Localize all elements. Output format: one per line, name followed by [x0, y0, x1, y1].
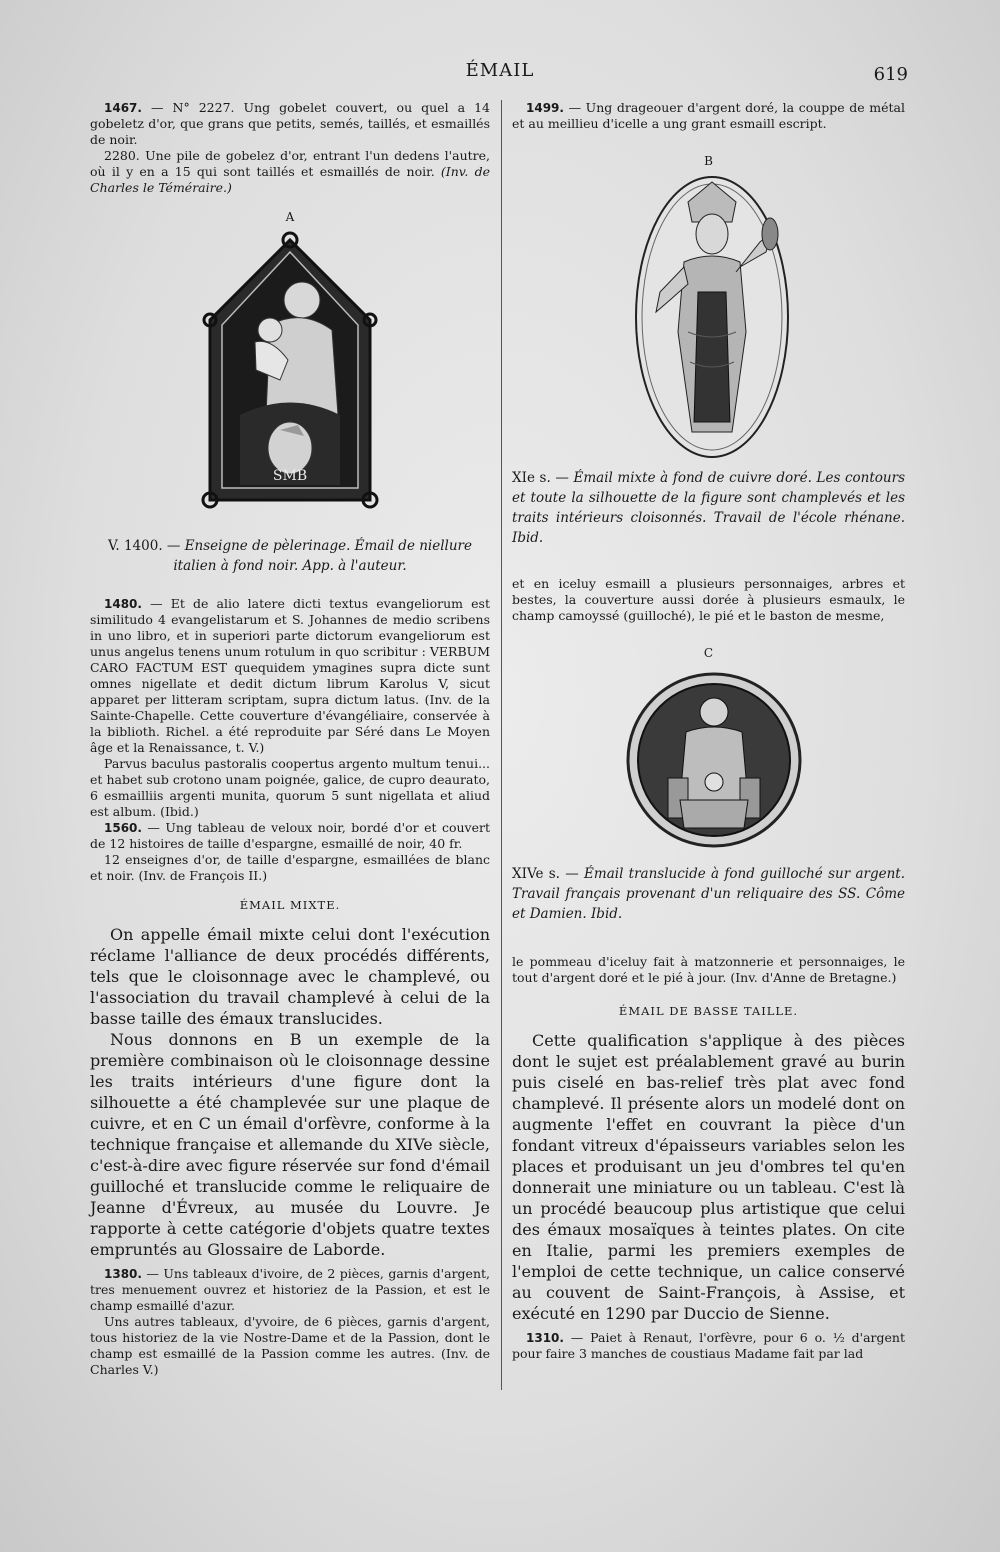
right-column	[512, 100, 905, 1362]
entry-autres-tableaux: Uns autres tableaux, d'yvoire, de 6 pièces, garnis d'argent, tous historiez de la vie Nostre-Dame et de la Passion, dont le champ est esmaillé de la Passion comme les autres. (Inv. de Charles V.)	[90, 1314, 490, 1377]
paragraph-basse-taille-definition: Cette qualification s'applique à des pièces dont le sujet est préalablement gravé au burin puis ciselé en bas-relief très plat avec fond champlevé. Il présente alors un modelé dont on augmente l'effet en couvrant la pièce d'un fondant vitreux d'épaisseurs variables selon les places et produisant un jeu d'ombres tel qu'en donnerait une miniature ou un tableau. C'est là un procédé beaucoup plus artistique que celui des émaux mosaïques à teintes plates. On cite en Italie, parmi les premiers exemples de l'emploi de cette technique, un calice conservé au couvent de Saint-François, à Assise, et exécuté en 1290 par Duccio de Sienne.	[512, 1031, 905, 1323]
entry-baculus: Parvus baculus pastoralis coopertus argento multum tenui... et habet sub crotono unam poignée, galice, de cupro deaurato, 6 esmailliis argenti munita, quorum 5 sunt nigellata et aliud est album. (Ibid.)	[90, 756, 490, 819]
figure-b-letter: B	[704, 154, 713, 168]
mandorla-figure-illustration	[632, 172, 792, 462]
entry-enseignes: 12 enseignes d'or, de taille d'espargne, esmaillées de blanc et noir. (Inv. de François II.)	[90, 852, 490, 883]
entry-1380: 1380. — Uns tableaux d'ivoire, de 2 pièces, garnis d'argent, tres menuement ouvrez et historiez de la Passion, et est le champ esmaillé d'azur.	[90, 1266, 490, 1313]
paragraph-email-mixte-definition: On appelle émail mixte celui dont l'exécution réclame l'alliance de deux procédés différents, tels que le cloisonnage avec le champlevé, ou l'association du travail champlevé à celui de la basse taille des émaux translucides.	[90, 925, 490, 1028]
figure-b-caption: XIe s. — Émail mixte à fond de cuivre doré. Les contours et toute la silhouette de la figure sont champlevés et les traits intérieurs cloisonnés. Travail de l'école rhénane. Ibid.	[512, 470, 906, 546]
left-column	[90, 100, 490, 1378]
section-heading-basse-taille: ÉMAIL DE BASSE TAILLE.	[618, 1004, 799, 1018]
entry-1499: 1499. — Ung drageouer d'argent doré, la couppe de métal et au meillieu d'icelle a ung grant esmaill escript.	[512, 100, 905, 131]
pilgrim-badge-illustration	[200, 230, 380, 530]
entry-1480: 1480. — Et de alio latere dicti textus evangeliorum est similitudo 4 evangelistarum et S. Johannes de medio scribens in uno libro, et in superiori parte dictorum evangeliorum est unus angelus tenens unum rotulum in quo scribitur : VERBUM CARO FACTUM EST quequidem ymagines supra dicte sunt omnes nigellate et dedit dictum librum Karolus V, sicut apparet per litteram scriptam, supra dictum latus. (Inv. de la Sainte-Chapelle. Cette couverture d'évangéliaire, conservée à la biblioth. Richel. a été reproduite par Séré dans Le Moyen âge et la Renaissance, t. V.)	[90, 596, 490, 755]
running-header: ÉMAIL	[465, 60, 535, 81]
figure-a-letter: A	[285, 210, 295, 224]
column-divider	[501, 100, 502, 1390]
figure-b-mandorla-enamel	[632, 172, 792, 462]
entry-pommeau: le pommeau d'iceluy fait à matzonnerie et personnaiges, le tout d'argent doré et le pié à jour. (Inv. d'Anne de Bretagne.)	[512, 954, 905, 985]
figure-c-caption: XIVe s. — Émail translucide à fond guilloché sur argent. Travail français provenant d'un reliquaire des SS. Côme et Damien. Ibid.	[512, 866, 905, 922]
roundel-seated-saint-illustration	[624, 670, 804, 850]
figure-a-pilgrim-badge	[200, 230, 380, 530]
figure-c-roundel-enamel	[624, 670, 804, 850]
entry-1499-continued: et en iceluy esmaill a plusieurs personnaiges, arbres et bestes, la couverture aussi dorée à plusieurs esmaulx, le champ camoyssé (guilloché), le pié et le baston de mesme,	[512, 576, 905, 623]
page-number: 619	[873, 64, 908, 85]
entry-2280: 2280. Une pile de gobelez d'or, entrant l'un dedens l'autre, où il y en a 15 qui sont taillés et esmaillés de noir. (Inv. de Charles le Téméraire.)	[90, 148, 490, 195]
section-heading-email-mixte: ÉMAIL MIXTE.	[239, 898, 341, 912]
paragraph-email-mixte-examples: Nous donnons en B un exemple de la première combinaison où le cloisonnage dessine les traits intérieurs d'une figure dont la silhouette a été champlevée sur une plaque de cuivre, et en C un émail d'orfèvre, conforme à la technique française et allemande du XIVe siècle, c'est-à-dire avec figure réservée sur fond d'émail guilloché et translucide comme le reliquaire de Jeanne d'Évreux, au musée du Louvre. Je rapporte à cette catégorie d'objets quatre textes empruntés au Glossaire de Laborde.	[90, 1030, 490, 1259]
badge-emblem-text: SMB	[272, 468, 308, 484]
entry-1467: 1467. — N° 2227. Ung gobelet couvert, ou quel a 14 gobeletz d'or, que grans que petits, semés, taillés, et esmaillés de noir.	[90, 100, 490, 147]
figure-a-caption: V. 1400. — Enseigne de pèlerinage. Émail de niellure italien à fond noir. App. à l'auteur.	[107, 538, 473, 574]
entry-1560: 1560. — Ung tableau de veloux noir, bordé d'or et couvert de 12 histoires de taille d'espargne, esmaillé de noir, 40 fr.	[90, 820, 490, 851]
entry-1310: 1310. — Paiet à Renaut, l'orfèvre, pour 6 o. ½ d'argent pour faire 3 manches de coustiaus Madame fait par lad	[512, 1330, 905, 1361]
figure-c-letter: C	[703, 646, 714, 660]
